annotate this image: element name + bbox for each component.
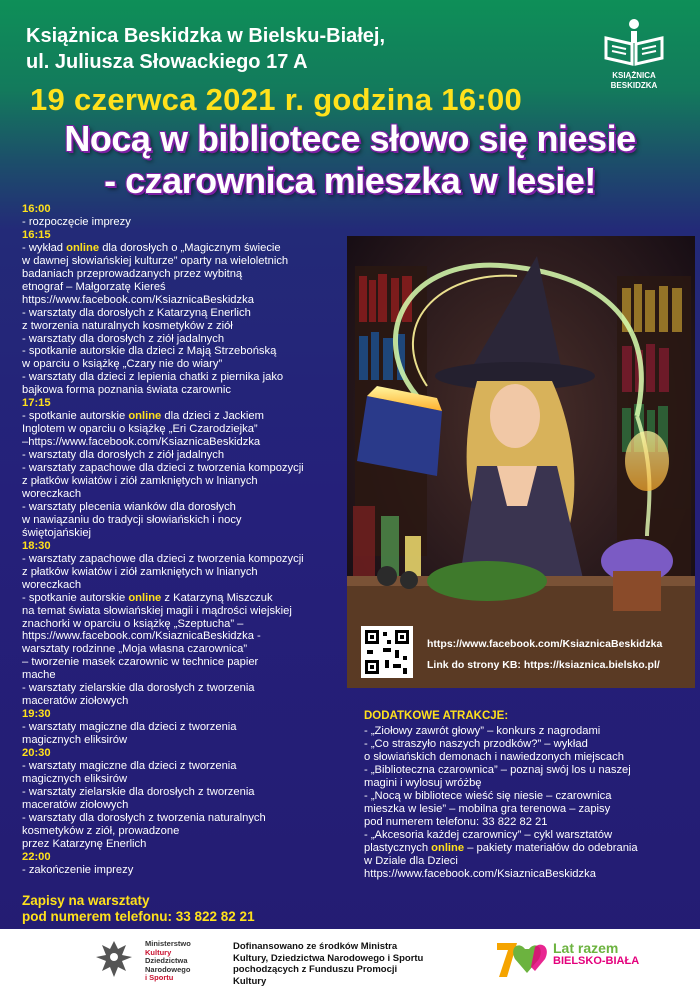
venue-address: ul. Juliusza Słowackiego 17 A [26,51,308,73]
polish-eagle-icon [92,937,136,981]
text-line: woreczkach [22,578,82,591]
ministry-logo-text [145,940,191,983]
schedule-time: 16:00 [22,203,51,215]
text-line: pod numerem telefonu: 33 822 82 21 [364,816,548,828]
text-line: badaniach przeprowadzanych przez wybitną [22,267,243,280]
text-line: - „Co straszyło naszych przodków?” – wykład [364,738,588,750]
text-line-online [22,242,352,255]
text-line: - warsztaty dla dorosłych z tworzenia naturalnych [22,811,266,824]
text-line: woreczkach [22,487,82,500]
online-highlight: online [66,241,100,254]
text-line: - warsztaty magiczne dla dzieci z tworzenia [22,721,237,734]
signup-phone: pod numerem telefonu: 33 822 82 21 [22,909,255,924]
text-line: – tworzenie masek czarownic w technice papier [22,656,259,669]
text-line: - spotkanie autorskie dla dzieci z Mają Strzebońską [22,345,277,358]
text-line: - zakończenie imprezy [22,863,134,876]
library-logo [596,16,672,91]
text-part: plastycznych [364,842,432,854]
funding-note: Dofinansowano ze środków Ministra Kultury, Dziedzictwa Narodowego i Sportu pochodzących z Funduszu Promocji Kultury [233,941,424,987]
text-part: - wykład [22,241,67,254]
text-line: mieszka w lesie” – mobilna gra terenowa – zapisy [364,803,611,815]
text-line: kosmetyków z ziół, prowadzone [22,824,180,837]
text-line: bajkowa forma poznania świata czarownic [22,384,231,397]
text-line: Inglotem w oparciu o książkę „Eri Czarodziejka” [22,423,258,436]
text-line: - warsztaty zielarskie dla dorosłych z tworzenia [22,785,255,798]
online-highlight: online [431,842,465,854]
text-line: - warsztaty zielarskie dla dorosłych z tworzenia [22,682,255,695]
text-line: na temat świata słowiańskiej magii i mądrości wiejskiej [22,604,292,617]
schedule-time: 22:00 [22,850,51,863]
text-line: https://www.facebook.com/KsiaznicaBeskidzka [22,293,254,306]
text-line: - „Ziołowy zawrót głowy” – konkurs z nagrodami [364,725,601,737]
text-part: z Katarzyną Miszczuk [161,591,273,604]
logo-name-2: BESKIDZKA [610,81,658,90]
text-line: w oparciu o książkę „Czary nie do wiary” [22,358,223,371]
schedule-time: 19:30 [22,708,51,721]
text-line: - rozpoczęcie imprezy [22,215,131,228]
text-line: w Dziale dla Dzieci [364,855,458,867]
online-highlight: online [128,591,162,604]
facebook-link[interactable]: https://www.facebook.com/KsiaznicaBeskidzka [427,638,663,650]
text-line: z tworzenia naturalnych kosmetyków z ziół [22,319,233,332]
text-line-online [22,410,352,423]
schedule-time: 20:30 [22,747,51,760]
text-line-online [364,842,684,855]
text-line: magini i wylosuj wróżbę [364,777,482,789]
text-line: - warsztaty dla dorosłych z ziół jadalnych [22,332,225,345]
text-part: dla dzieci z Jackiem [161,410,264,423]
text-line: - warsztaty zapachowe dla dzieci z tworzenia kompozycji [22,462,304,475]
text-line: o słowiańskich demonach i nawiedzonych miejscach [364,751,624,763]
text-line: - warsztaty dla dzieci z lepienia chatki z piernika jako [22,371,284,384]
text-line: - warsztaty plecenia wianków dla dorosłych [22,500,236,513]
text-part: - spotkanie autorskie [22,410,129,423]
text-line: znachorki w oparciu o książkę „Szeptucha” – [22,617,244,630]
text-line: maceratów ziołowych [22,695,129,708]
ministry-line-5: i Sportu [145,973,174,982]
text-line: - „Akcesoria każdej czarownicy” – cykl warsztatów [364,829,613,841]
jubilee-70-logo [495,937,553,981]
text-line: - „Nocą w bibliotece wieść się niesie – czarownica [364,790,612,802]
text-line: - warsztaty zapachowe dla dzieci z tworzenia kompozycji [22,552,304,565]
ministry-line-1: Ministerstwo [145,939,191,948]
text-line: z płatków kwiatów i ziół zamkniętych w lnianych [22,475,258,488]
ministry-line-4: Narodowego [145,964,191,974]
extras-heading: DODATKOWE ATRAKCJE: [364,710,509,722]
text-line: warsztaty rodzinne „Moja własna czarownica” [22,643,248,656]
book-reader-icon [602,16,666,66]
event-title-line2: - czarownica mieszka w lesie! [104,160,596,201]
text-line: w nawiązaniu do tradycji słowiańskich i nocy [22,513,242,526]
text-line: maceratów ziołowych [22,798,129,811]
signup-title: Zapisy na warsztaty [22,893,150,908]
text-line-online [22,592,352,605]
footer [0,929,700,989]
ministry-line-3: Dziedzictwa [145,956,188,965]
text-line: https://www.facebook.com/KsiaznicaBeskidzka [364,868,596,880]
jubilee-text [553,942,639,968]
text-part: dla dorosłych o „Magicznym świecie [99,241,281,254]
schedule-time: 18:30 [22,539,51,552]
ministry-line-2: Kultury [145,947,172,957]
witch-illustration [347,236,695,688]
text-line: z płatków kwiatów i ziół zamkniętych w lnianych [22,565,258,578]
text-line: –https://www.facebook.com/KsiaznicaBeskidzka [22,436,261,449]
extra-attractions [364,710,684,881]
event-date: 19 czerwca 2021 r. godzina 16:00 [30,82,523,117]
online-highlight: online [128,410,162,423]
venue-name: Książnica Beskidzka w Bielsku-Białej, [26,25,386,47]
text-line: - warsztaty magiczne dla dzieci z tworzenia [22,759,237,772]
signup-info [22,893,255,925]
event-title-line1: Nocą w bibliotece słowo się niesie [64,118,636,159]
schedule-time: 16:15 [22,228,51,241]
text-line: etnograf – Małgorzatę Kiereś [22,280,166,293]
text-line: w dawnej słowiańskiej kulturze” oparty na wieloletnich [22,254,289,267]
text-line: świętojańskiej [22,526,92,539]
schedule [22,203,352,877]
text-line: - warsztaty dla dorosłych z Katarzyną Enerlich [22,306,251,319]
text-line: przez Katarzynę Enerlich [22,837,147,850]
schedule-time: 17:15 [22,397,51,410]
jubilee-line-1: Lat razem [553,940,619,956]
text-line: magicznych eliksirów [22,772,128,785]
text-line: - warsztaty dla dorosłych z ziół jadalnych [22,449,225,462]
logo-name-1: KSIĄŻNICA [612,71,656,80]
text-line: - „Biblioteczna czarownica” – poznaj swój los u naszej [364,764,631,776]
website-link[interactable]: Link do strony KB: https://ksiaznica.bielsko.pl/ [427,659,660,671]
text-line: magicznych eliksirów [22,734,128,747]
text-line: mache [22,669,56,682]
text-part: - spotkanie autorskie [22,591,129,604]
jubilee-line-2: BIELSKO-BIAŁA [553,955,640,967]
text-line: https://www.facebook.com/KsiaznicaBeskidzka - [22,630,261,643]
text-part: – pakiety materiałów do odebrania [464,842,638,854]
